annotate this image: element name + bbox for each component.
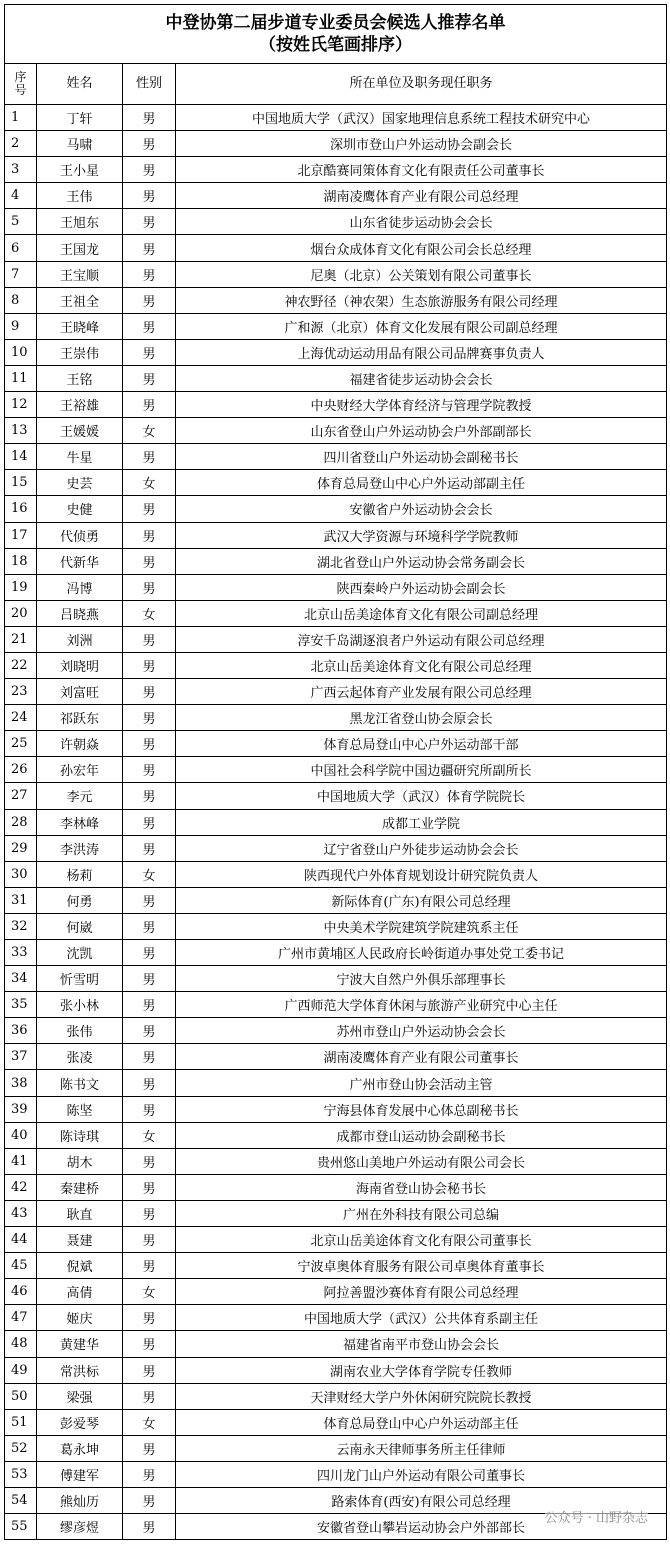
row-org: 安徽省登山攀岩运动协会户外部部长 [176,1514,667,1540]
row-org: 北京山岳美途体育文化有限公司董事长 [176,1227,667,1253]
row-org: 福建省南平市登山协会会长 [176,1331,667,1357]
row-name: 常洪标 [37,1357,123,1383]
table-row [5,1018,667,1044]
row-seq: 19 [5,574,37,600]
row-name: 黄建华 [37,1331,123,1357]
table-title [5,5,667,64]
row-org: 北京山岳美途体育文化有限公司副总经理 [176,600,667,626]
row-seq: 16 [5,496,37,522]
row-gender: 男 [123,1357,176,1383]
row-seq: 53 [5,1461,37,1487]
row-gender: 男 [123,913,176,939]
row-gender: 女 [123,418,176,444]
row-org: 天津财经大学户外休闲研究院院长教授 [176,1383,667,1409]
row-name: 张伟 [37,1018,123,1044]
table-row [5,652,667,678]
row-seq: 39 [5,1096,37,1122]
row-seq: 35 [5,992,37,1018]
table-row [5,339,667,365]
row-gender: 男 [123,548,176,574]
row-gender: 男 [123,1514,176,1540]
row-gender: 男 [123,1305,176,1331]
row-seq: 50 [5,1383,37,1409]
row-name: 祁跃东 [37,705,123,731]
row-name: 史健 [37,496,123,522]
row-gender: 男 [123,365,176,391]
header-org: 所在单位及职务现任职务 [176,64,667,105]
row-seq: 46 [5,1279,37,1305]
table-row [5,835,667,861]
row-org: 山东省徒步运动协会会长 [176,209,667,235]
table-row [5,1174,667,1200]
row-seq: 21 [5,626,37,652]
row-gender: 男 [123,1018,176,1044]
row-seq: 38 [5,1070,37,1096]
table-row [5,1096,667,1122]
row-gender: 男 [123,1096,176,1122]
row-name: 刘富旺 [37,679,123,705]
row-gender: 男 [123,157,176,183]
row-org: 黑龙江省登山协会原会长 [176,705,667,731]
row-org: 湖南凌鹰体育产业有限公司董事长 [176,1044,667,1070]
row-org: 湖南凌鹰体育产业有限公司总经理 [176,183,667,209]
row-gender: 男 [123,626,176,652]
row-name: 王裕雄 [37,392,123,418]
row-org: 广西云起体育产业发展有限公司总经理 [176,679,667,705]
row-name: 冯博 [37,574,123,600]
row-gender: 男 [123,1383,176,1409]
row-name: 王铭 [37,365,123,391]
row-gender: 男 [123,444,176,470]
row-seq: 37 [5,1044,37,1070]
row-name: 代侦勇 [37,522,123,548]
row-gender: 男 [123,574,176,600]
row-name: 吕晓燕 [37,600,123,626]
row-seq: 24 [5,705,37,731]
row-seq: 7 [5,261,37,287]
row-gender: 男 [123,992,176,1018]
row-seq: 55 [5,1514,37,1540]
row-seq: 34 [5,966,37,992]
row-org: 中央财经大学体育经济与管理学院教授 [176,392,667,418]
row-org: 广西师范大学体育休闲与旅游产业研究中心主任 [176,992,667,1018]
row-org: 神农野径（神农架）生态旅游服务有限公司经理 [176,287,667,313]
row-org: 中国地质大学（武汉）国家地理信息系统工程技术研究中心 [176,105,667,131]
row-seq: 44 [5,1227,37,1253]
watermark-text: 公众号 · 山野杂志 [545,1507,648,1526]
row-gender: 女 [123,600,176,626]
row-org: 烟台众成体育文化有限公司会长总经理 [176,235,667,261]
row-org: 海南省登山协会秘书长 [176,1174,667,1200]
row-name: 王媛媛 [37,418,123,444]
table-row [5,1227,667,1253]
table-row [5,705,667,731]
header-seq-bottom: 号 [14,83,27,97]
row-name: 王晓峰 [37,313,123,339]
row-seq: 20 [5,600,37,626]
row-seq: 4 [5,183,37,209]
row-name: 高倩 [37,1279,123,1305]
row-name: 王宝顺 [37,261,123,287]
row-gender: 男 [123,1331,176,1357]
row-name: 葛永坤 [37,1435,123,1461]
row-seq: 30 [5,861,37,887]
table-row [5,131,667,157]
row-gender: 男 [123,1044,176,1070]
table-row [5,365,667,391]
row-seq: 8 [5,287,37,313]
row-org: 体育总局登山中心户外运动部主任 [176,1409,667,1435]
table-row [5,1305,667,1331]
row-gender: 男 [123,940,176,966]
table-row [5,392,667,418]
row-gender: 男 [123,1227,176,1253]
row-gender: 男 [123,183,176,209]
row-seq: 25 [5,731,37,757]
table-row [5,548,667,574]
row-name: 李洪涛 [37,835,123,861]
row-gender: 男 [123,1070,176,1096]
row-name: 王祖全 [37,287,123,313]
row-seq: 9 [5,313,37,339]
table-row [5,861,667,887]
row-name: 秦建桥 [37,1174,123,1200]
table-row [5,444,667,470]
row-org: 福建省徒步运动协会会长 [176,365,667,391]
row-seq: 11 [5,365,37,391]
table-row [5,496,667,522]
row-org: 湖南农业大学体育学院专任教师 [176,1357,667,1383]
row-org: 宁海县体育发展中心体总副秘书长 [176,1096,667,1122]
table-row [5,992,667,1018]
row-org: 广和源（北京）体育文化发展有限公司副总经理 [176,313,667,339]
row-seq: 32 [5,913,37,939]
table-row [5,940,667,966]
row-gender: 女 [123,861,176,887]
title-line-2: （按姓氏笔画排序） [259,35,412,55]
row-seq: 3 [5,157,37,183]
table-row [5,1200,667,1226]
table-row [5,1044,667,1070]
table-row [5,418,667,444]
table-row [5,574,667,600]
row-seq: 51 [5,1409,37,1435]
row-seq: 45 [5,1253,37,1279]
row-org: 淳安千岛湖逐浪者户外运动有限公司总经理 [176,626,667,652]
table-row [5,887,667,913]
row-name: 缪彦煜 [37,1514,123,1540]
row-name: 张小林 [37,992,123,1018]
row-seq: 43 [5,1200,37,1226]
row-name: 王伟 [37,183,123,209]
row-seq: 40 [5,1122,37,1148]
table-row [5,809,667,835]
row-gender: 男 [123,1174,176,1200]
row-org: 中国地质大学（武汉）体育学院院长 [176,783,667,809]
row-gender: 男 [123,209,176,235]
row-gender: 女 [123,1122,176,1148]
row-org: 深圳市登山户外运动协会副会长 [176,131,667,157]
row-seq: 29 [5,835,37,861]
row-seq: 13 [5,418,37,444]
row-seq: 41 [5,1148,37,1174]
row-gender: 男 [123,1435,176,1461]
row-org: 阿拉善盟沙赛体育有限公司总经理 [176,1279,667,1305]
candidate-list-document [4,4,666,1540]
table-row [5,1357,667,1383]
table-row [5,1435,667,1461]
table-row [5,522,667,548]
row-org: 云南永天律师事务所主任律师 [176,1435,667,1461]
row-seq: 1 [5,105,37,131]
row-name: 李林峰 [37,809,123,835]
row-name: 史芸 [37,470,123,496]
row-name: 代新华 [37,548,123,574]
row-org: 中国社会科学院中国边疆研究所副所长 [176,757,667,783]
row-name: 陈书文 [37,1070,123,1096]
row-org: 广州在外科技有限公司总编 [176,1200,667,1226]
row-gender: 男 [123,1461,176,1487]
table-row [5,313,667,339]
row-gender: 男 [123,731,176,757]
row-org: 上海优动运动用品有限公司品牌赛事负责人 [176,339,667,365]
table-row [5,626,667,652]
row-name: 王崇伟 [37,339,123,365]
table-row [5,183,667,209]
row-org: 广州市黄埔区人民政府长岭街道办事处党工委书记 [176,940,667,966]
header-gender: 性别 [123,64,176,105]
row-name: 陈坚 [37,1096,123,1122]
table-row [5,913,667,939]
row-gender: 男 [123,783,176,809]
row-org: 安徽省户外运动协会会长 [176,496,667,522]
row-org: 体育总局登山中心户外运动部副主任 [176,470,667,496]
row-org: 宁波卓奥体育服务有限公司卓奥体育董事长 [176,1253,667,1279]
table-row [5,783,667,809]
row-seq: 54 [5,1487,37,1513]
row-gender: 男 [123,235,176,261]
table-row [5,1331,667,1357]
row-org: 贵州悠山美地户外运动有限公司会长 [176,1148,667,1174]
row-gender: 女 [123,1279,176,1305]
table-row [5,209,667,235]
row-name: 姬庆 [37,1305,123,1331]
row-seq: 31 [5,887,37,913]
row-name: 梁强 [37,1383,123,1409]
row-gender: 女 [123,1409,176,1435]
table-row [5,1122,667,1148]
row-org: 山东省登山户外运动协会户外部副部长 [176,418,667,444]
row-seq: 47 [5,1305,37,1331]
row-name: 牛星 [37,444,123,470]
row-seq: 33 [5,940,37,966]
row-name: 许朝焱 [37,731,123,757]
row-gender: 男 [123,131,176,157]
row-org: 北京山岳美途体育文化有限公司总经理 [176,652,667,678]
table-row [5,679,667,705]
row-seq: 17 [5,522,37,548]
row-org: 中央美术学院建筑学院建筑系主任 [176,913,667,939]
header-row [5,64,667,105]
row-seq: 48 [5,1331,37,1357]
row-seq: 23 [5,679,37,705]
row-name: 胡木 [37,1148,123,1174]
row-gender: 男 [123,496,176,522]
row-gender: 男 [123,392,176,418]
row-name: 刘洲 [37,626,123,652]
table-row [5,600,667,626]
header-seq [5,64,37,105]
row-name: 沈凯 [37,940,123,966]
table-row [5,1461,667,1487]
row-seq: 10 [5,339,37,365]
row-seq: 6 [5,235,37,261]
row-seq: 28 [5,809,37,835]
row-org: 辽宁省登山户外徒步运动协会会长 [176,835,667,861]
row-seq: 26 [5,757,37,783]
row-gender: 男 [123,313,176,339]
row-gender: 男 [123,287,176,313]
row-gender: 男 [123,966,176,992]
row-name: 何勇 [37,887,123,913]
row-org: 陕西秦岭户外运动协会副会长 [176,574,667,600]
row-name: 彭爱琴 [37,1409,123,1435]
header-seq-top: 序 [14,70,27,84]
table-row [5,757,667,783]
row-gender: 男 [123,261,176,287]
row-name: 丁轩 [37,105,123,131]
row-gender: 男 [123,652,176,678]
table-row [5,235,667,261]
table-row [5,470,667,496]
row-name: 王小星 [37,157,123,183]
row-org: 陕西现代户外体育规划设计研究院负责人 [176,861,667,887]
table-row [5,157,667,183]
row-org: 苏州市登山户外运动协会会长 [176,1018,667,1044]
row-name: 马啸 [37,131,123,157]
table-row [5,1070,667,1096]
row-org: 成都市登山运动协会副秘书长 [176,1122,667,1148]
row-seq: 15 [5,470,37,496]
row-name: 倪斌 [37,1253,123,1279]
table-row [5,261,667,287]
row-name: 忻雪明 [37,966,123,992]
table-row [5,287,667,313]
row-gender: 男 [123,1148,176,1174]
row-gender: 男 [123,105,176,131]
candidate-table [4,4,667,1540]
row-org: 宁波大自然户外俱乐部理事长 [176,966,667,992]
row-name: 孙宏年 [37,757,123,783]
row-name: 王国龙 [37,235,123,261]
row-gender: 男 [123,809,176,835]
row-gender: 男 [123,339,176,365]
row-name: 熊灿历 [37,1487,123,1513]
row-name: 聂建 [37,1227,123,1253]
row-gender: 男 [123,757,176,783]
row-seq: 2 [5,131,37,157]
row-name: 刘晓明 [37,652,123,678]
row-name: 李元 [37,783,123,809]
row-name: 耿直 [37,1200,123,1226]
row-org: 湖北省登山户外运动协会常务副会长 [176,548,667,574]
table-row [5,105,667,131]
row-gender: 男 [123,522,176,548]
row-gender: 男 [123,887,176,913]
header-name: 姓名 [37,64,123,105]
row-name: 杨莉 [37,861,123,887]
title-line-1: 中登协第二届步道专业委员会候选人推荐名单 [165,13,506,33]
table-row [5,966,667,992]
row-seq: 27 [5,783,37,809]
row-seq: 18 [5,548,37,574]
row-org: 北京酷赛同策体育文化有限责任公司董事长 [176,157,667,183]
row-gender: 男 [123,1487,176,1513]
row-org: 四川龙门山户外运动有限公司董事长 [176,1461,667,1487]
row-gender: 男 [123,1253,176,1279]
row-seq: 52 [5,1435,37,1461]
row-org: 成都工业学院 [176,809,667,835]
row-org: 路索体育(西安)有限公司总经理 [176,1487,667,1513]
row-seq: 42 [5,1174,37,1200]
row-name: 何崴 [37,913,123,939]
row-org: 四川省登山户外运动协会副秘书长 [176,444,667,470]
row-org: 新际体育(广东)有限公司总经理 [176,887,667,913]
table-row [5,1253,667,1279]
row-seq: 5 [5,209,37,235]
table-row [5,1148,667,1174]
row-org: 广州市登山协会活动主管 [176,1070,667,1096]
table-row [5,1279,667,1305]
row-gender: 女 [123,470,176,496]
row-org: 体育总局登山中心户外运动部干部 [176,731,667,757]
row-name: 王旭东 [37,209,123,235]
row-seq: 22 [5,652,37,678]
row-org: 中国地质大学（武汉）公共体育系副主任 [176,1305,667,1331]
row-seq: 12 [5,392,37,418]
row-seq: 14 [5,444,37,470]
row-gender: 男 [123,679,176,705]
row-gender: 男 [123,705,176,731]
table-row [5,1409,667,1435]
row-name: 陈诗琪 [37,1122,123,1148]
row-org: 武汉大学资源与环境科学学院教师 [176,522,667,548]
table-row [5,1383,667,1409]
row-seq: 49 [5,1357,37,1383]
table-row [5,731,667,757]
row-gender: 男 [123,835,176,861]
row-gender: 男 [123,1200,176,1226]
row-name: 张凌 [37,1044,123,1070]
row-seq: 36 [5,1018,37,1044]
row-name: 傅建军 [37,1461,123,1487]
row-org: 尼奥（北京）公关策划有限公司董事长 [176,261,667,287]
